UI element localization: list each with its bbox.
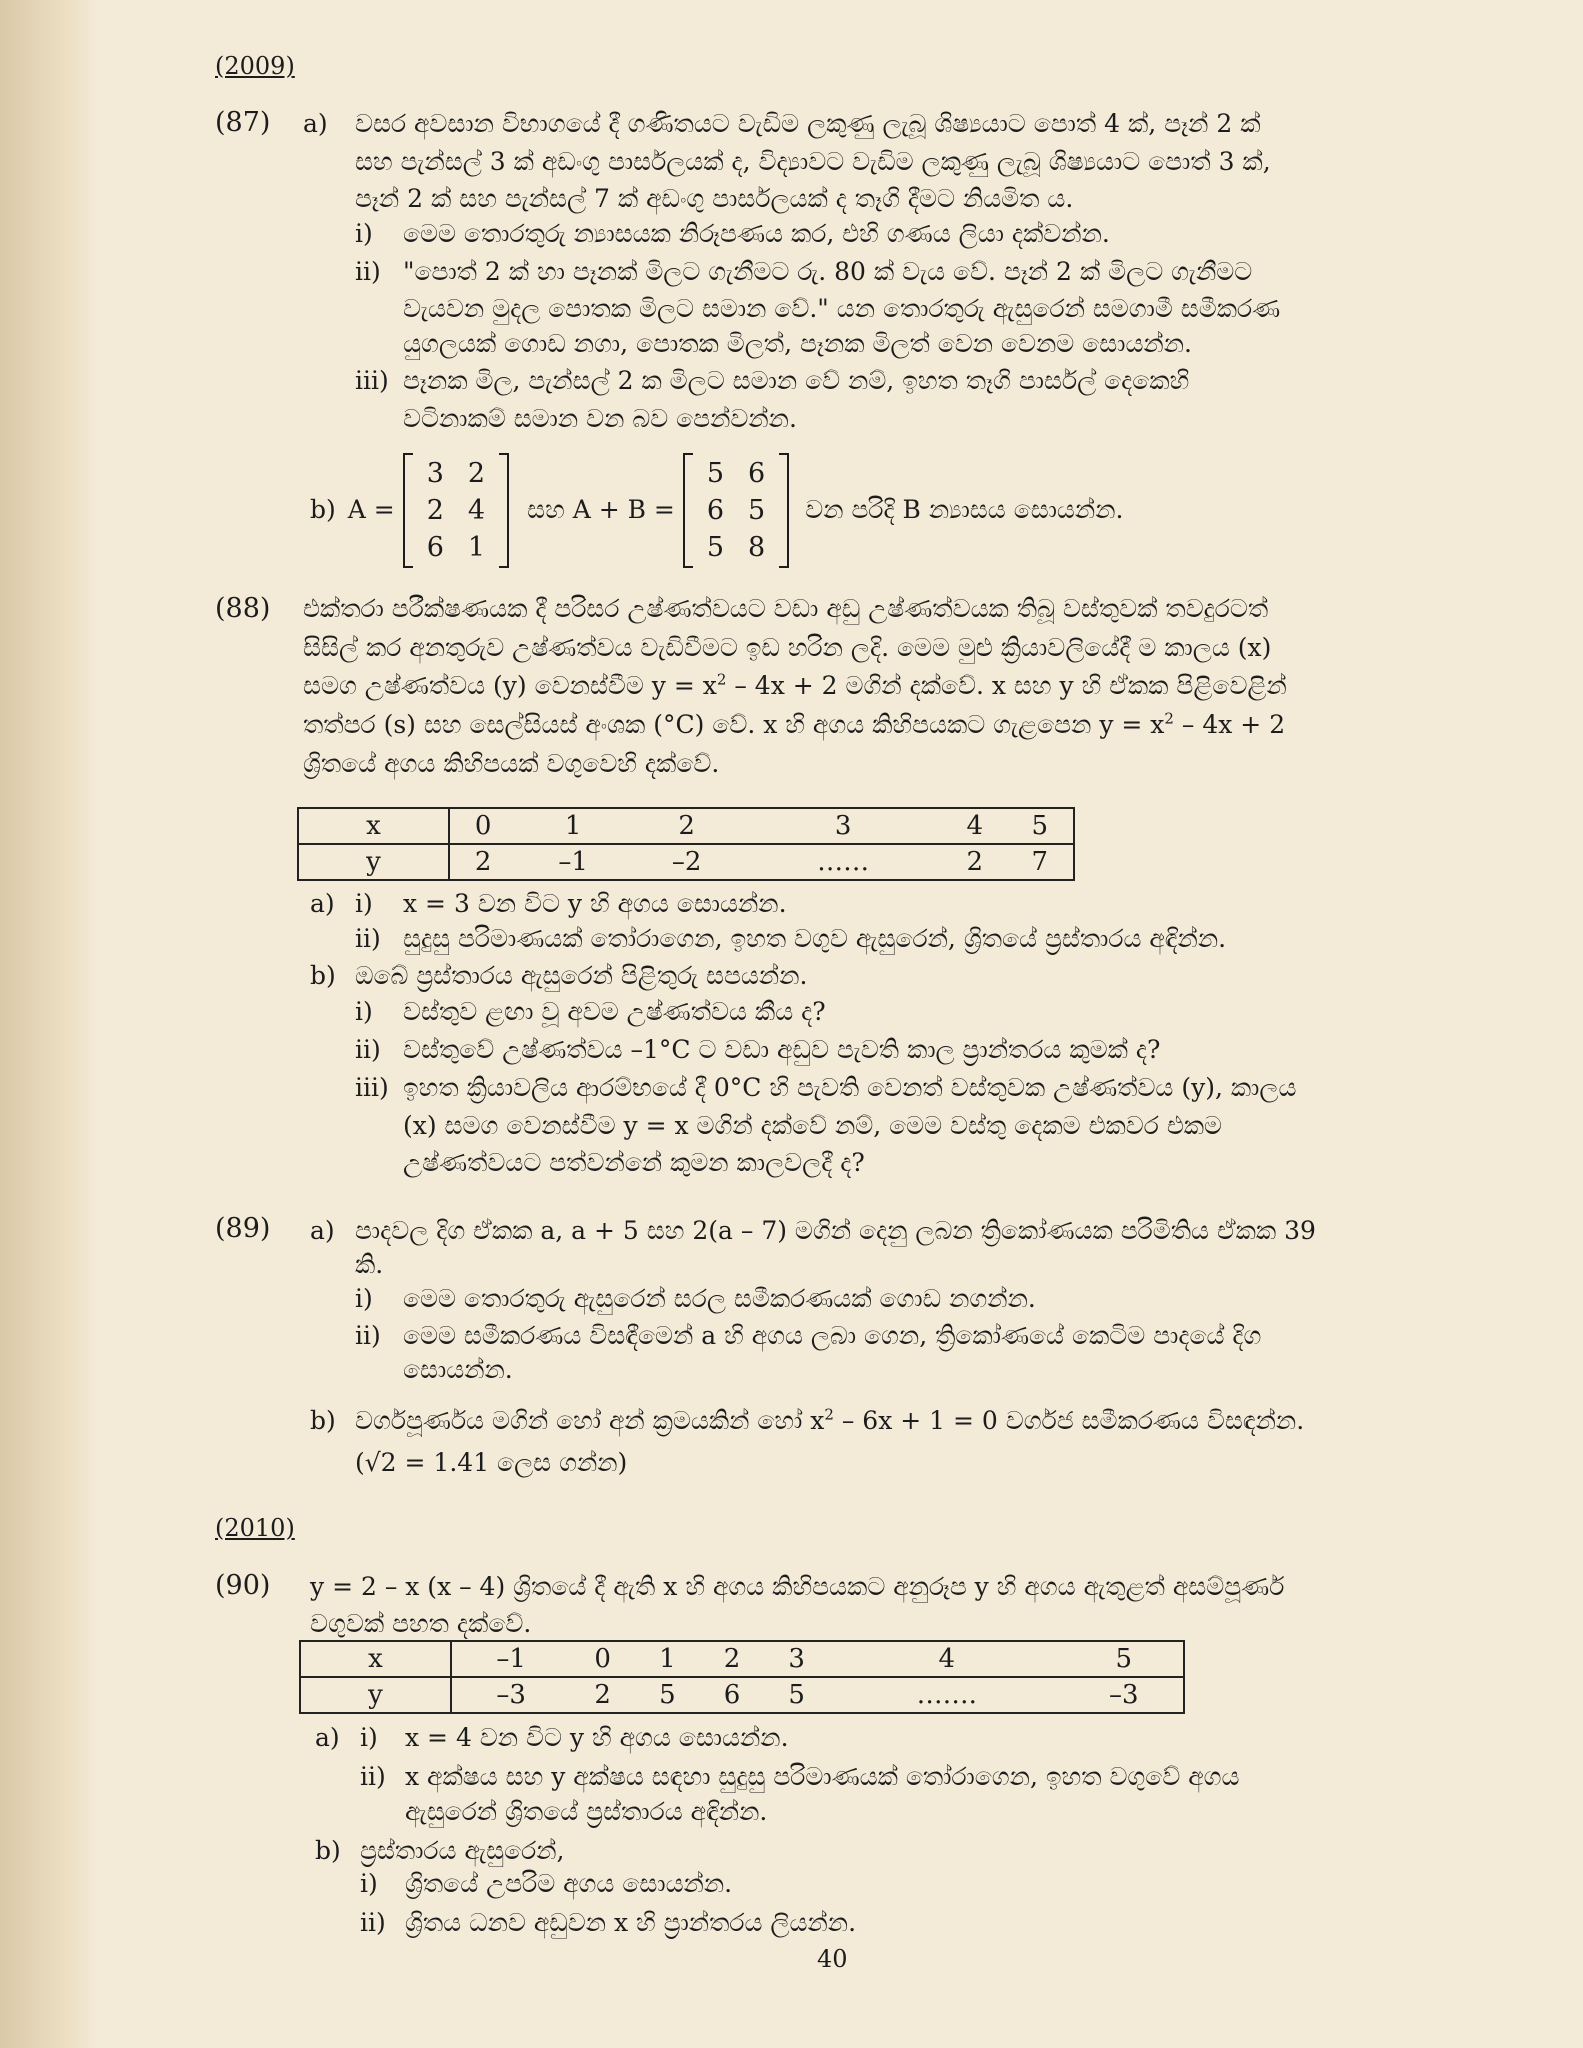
matrix-cell: 8 xyxy=(748,531,766,563)
table-cell: –1 xyxy=(451,1641,570,1677)
table-cell: –3 xyxy=(1065,1677,1184,1713)
text-line: ප්‍රස්තාරය ඇසුරෙන්, xyxy=(360,1836,565,1865)
text-line: x = 3 වන විට y හි අගය සොයන්න. xyxy=(403,889,787,918)
text-line: සහ පැන්සල් 3 ක් අඩංගු පාර්සලයක් ද, විද්‍යාවට වැඩිම ලකුණු ලැබූ ශිෂ්‍යයාට පොත් 3 ක්, xyxy=(355,147,1271,176)
subpart-label: i) xyxy=(355,219,373,248)
matrix-cell: 6 xyxy=(748,457,766,489)
subpart-label: i) xyxy=(360,1869,378,1898)
subpart-label: ii) xyxy=(360,1762,386,1791)
table-cell: 2 xyxy=(943,844,1007,880)
text-line: වගුවක් පහත දක්වේ. xyxy=(310,1609,532,1638)
subpart-label: ii) xyxy=(355,924,381,953)
text-line: තත්පර (s) සහ සෙල්සියස් අංශක (°C) වේ. x හි අගය කිහිපයකට ගැළපෙන $y = x^2 - 4x + 2$ xyxy=(303,709,1286,739)
value-table xyxy=(297,807,1075,881)
matrix-cell: 2 xyxy=(426,494,444,526)
table-header-y: y xyxy=(300,1677,451,1713)
text-line: ශ්‍රිතය ධනව අඩුවන x හි ප්‍රාන්තරය ලියන්න. xyxy=(405,1908,857,1937)
matrix-cell: 6 xyxy=(426,531,444,563)
text-line: සිසිල් කර අනතුරුව උෂ්ණත්වය වැඩිවීමට ඉඩ හරින ලදි. මෙම මුළු ක්‍රියාවලියේදී ම කාලය (x) xyxy=(303,633,1272,662)
text-line: "පොත් 2 ක් හා පෑනක් මිලට ගැනීමට රු. 80 ක් වැය වේ. පෑන් 2 ක් මිලට ගැනීමට xyxy=(403,257,1253,286)
table-cell: 1 xyxy=(635,1641,700,1677)
table-cell: ……. xyxy=(829,1677,1065,1713)
text-line: ශ්‍රිතයේ උපරිම අගය සොයන්න. xyxy=(405,1869,733,1898)
subpart-label: i) xyxy=(360,1723,378,1752)
text-line: (x) සමග වෙනස්වීම y = x මගින් දක්වේ නම්, මෙම වස්තු දෙකම එකවර එකම xyxy=(403,1111,1223,1140)
table-cell: 3 xyxy=(743,808,943,844)
table-cell: –2 xyxy=(630,844,743,880)
subpart-label: i) xyxy=(355,889,373,918)
matrix-cell: 4 xyxy=(467,494,486,526)
subpart-label: ii) xyxy=(355,257,381,286)
text-line: ශ්‍රිතයේ අගය කිහිපයක් වගුවෙහි දක්වේ. xyxy=(303,749,720,778)
part-label: b) xyxy=(310,1406,336,1435)
matrix-cell: 5 xyxy=(706,457,725,489)
question-number: (89) xyxy=(215,1213,271,1244)
year-heading-2010: (2010) xyxy=(215,1514,295,1542)
text-line: යුගලයක් ගොඩ නගා, පොතක මිලත්, පෑනක මිලත් වෙන වෙනම සොයන්න. xyxy=(403,329,1192,358)
value-table xyxy=(299,1640,1185,1714)
matrix-a-label: A = xyxy=(347,495,395,524)
part-label: a) xyxy=(315,1723,340,1752)
part-label: a) xyxy=(303,109,328,138)
table-cell: –1 xyxy=(516,844,629,880)
subpart-label: ii) xyxy=(360,1908,386,1937)
table-header-x: x xyxy=(298,808,449,844)
part-label: b) xyxy=(310,961,336,990)
table-cell: 3 xyxy=(764,1641,829,1677)
matrix-cell: 6 xyxy=(706,494,725,526)
question-number: (88) xyxy=(215,593,271,624)
text-line: වර්ගපූර්ණය මගින් හෝ අන් ක්‍රමයකින් හෝ $x^2 - 6x + 1 = 0$ වර්ගජ සමීකරණය විසඳන්න. xyxy=(355,1405,1305,1435)
text-line: ඉහත ක්‍රියාවලිය ආරම්භයේ දී 0°C හි පැවති වෙනත් වස්තුවක උෂ්ණත්වය (y), කාලය xyxy=(403,1073,1297,1102)
part-b-matrix-equation xyxy=(310,458,1123,562)
text-line: කි. xyxy=(355,1250,384,1279)
text-line: y = 2 – x (x – 4) ශ්‍රිතයේ දී ඇති x හි අගය කිහිපයකට අනුරූප y හි අගය ඇතුළත් අසම්පූර්ණ xyxy=(310,1572,1285,1601)
text-line: එක්තරා පරීක්ෂණයක දී පරිසර උෂ්ණත්වයට වඩා අඩු උෂ්ණත්වයක තිබූ වස්තුවක් තවදුරටත් xyxy=(303,594,1269,623)
table-cell: 2 xyxy=(449,844,516,880)
subpart-label: i) xyxy=(355,997,373,1026)
table-header-y: y xyxy=(298,844,449,880)
text-line: x = 4 වන විට y හි අගය සොයන්න. xyxy=(405,1723,789,1752)
matrix-sum-label: සහ A + B = xyxy=(527,495,675,524)
table-cell: 2 xyxy=(700,1641,765,1677)
hint-text: (√2 = 1.41 ලෙස ගන්න) xyxy=(355,1448,628,1477)
table-cell: 1 xyxy=(516,808,629,844)
text-line: පෑන් 2 ක් සහ පැන්සල් 7 ක් අඩංගු පාර්සලයක් ද තෑගි දීමට නියමිත ය. xyxy=(355,184,1074,213)
text-line: වස්තුවේ උෂ්ණත්වය –1°C ට වඩා අඩුව පැවති කාල ප්‍රාන්තරය කුමක් ද? xyxy=(403,1035,1161,1064)
text-line: වස්තුව ළඟා වූ අවම උෂ්ණත්වය කීය ද? xyxy=(403,997,826,1026)
year-heading-2009: (2009) xyxy=(215,52,295,80)
table-cell: 0 xyxy=(570,1641,635,1677)
part-label: a) xyxy=(310,1216,335,1245)
subpart-label: ii) xyxy=(355,1321,381,1350)
text-line: වැයවන මුදල පොතක මිලට සමාන වේ." යන තොරතුරු ඇසුරෙන් සමගාමී සමීකරණ xyxy=(403,294,1281,323)
table-cell: 5 xyxy=(1007,808,1074,844)
table-cell: 4 xyxy=(829,1641,1065,1677)
matrix-cell: 5 xyxy=(706,531,725,563)
text-line: පෑනක මිල, පැන්සල් 2 ක මිලට සමාන වේ නම්, ඉහත තෑගි පාර්සල් දෙකෙහි xyxy=(403,366,1190,395)
subpart-label: ii) xyxy=(355,1035,381,1064)
subpart-label: i) xyxy=(355,1284,373,1313)
table-cell: –3 xyxy=(451,1677,570,1713)
table-cell: 5 xyxy=(1065,1641,1184,1677)
text-line: x අක්ෂය සහ y අක්ෂය සඳහා සුදුසු පරිමාණයක් තෝරාගෙන, ඉහත වගුවේ අගය xyxy=(405,1762,1240,1791)
text-line: මෙම තොරතුරු න්‍යාසයක නිරූපණය කර, එහි ගණය ලියා දක්වන්න. xyxy=(403,219,1110,248)
matrix-cell: 3 xyxy=(426,457,444,489)
text-line: වටිනාකම් සමාන වන බව පෙන්වන්න. xyxy=(403,404,797,433)
text-line: ඔබේ ප්‍රස්තාරය ඇසුරෙන් පිළිතුරු සපයන්න. xyxy=(355,961,808,990)
text-line: සුදුසු පරිමාණයක් තෝරාගෙන, ඉහත වගුව ඇසුරෙන්, ශ්‍රිතයේ ප්‍රස්තාරය අඳින්න. xyxy=(403,924,1227,953)
text-line: සොයන්න. xyxy=(403,1355,513,1384)
matrix-a xyxy=(403,453,509,568)
table-header-x: x xyxy=(300,1641,451,1677)
text-line: ඇසුරෙන් ශ්‍රිතයේ ප්‍රස්තාරය අඳින්න. xyxy=(405,1797,768,1826)
part-label: b) xyxy=(315,1836,341,1865)
matrix-cell: 5 xyxy=(748,494,766,526)
text-line: උෂ්ණත්වයට පත්වන්නේ කුමන කාලවලදී ද? xyxy=(403,1148,865,1177)
table-cell: 4 xyxy=(943,808,1007,844)
matrix-a-plus-b xyxy=(683,453,789,568)
table-cell: 5 xyxy=(764,1677,829,1713)
table-cell: 2 xyxy=(630,808,743,844)
question-number: (87) xyxy=(215,107,271,138)
part-label: a) xyxy=(310,889,335,918)
table-cell: 7 xyxy=(1007,844,1074,880)
text-line: මෙම තොරතුරු ඇසුරෙන් සරල සමීකරණයක් ගොඩ නගන්න. xyxy=(403,1284,1036,1313)
text-line: වන පරිදි B න්‍යාසය සොයන්න. xyxy=(805,495,1124,524)
table-cell: 0 xyxy=(449,808,516,844)
matrix-cell: 2 xyxy=(467,457,486,489)
subpart-label: iii) xyxy=(355,366,389,395)
table-cell: 6 xyxy=(700,1677,765,1713)
text-line: සමග උෂ්ණත්වය (y) වෙනස්වීම $y = x^2 - 4x + 2$ මගින් දක්වේ. x සහ y හි ඒකක පිළිවෙළින් xyxy=(303,670,1287,700)
matrix-cell: 1 xyxy=(467,531,486,563)
text-line: වසර අවසාන විභාගයේ දී ගණිතයට වැඩිම ලකුණු ලැබූ ශිෂ්‍යයාට පොත් 4 ක්, පෑන් 2 ක් xyxy=(355,109,1261,138)
page-number: 40 xyxy=(817,1945,848,1973)
question-number: (90) xyxy=(215,1570,271,1601)
part-label: b) xyxy=(310,495,336,524)
text-line: මෙම සමීකරණය විසඳීමෙන් a හි අගය ලබා ගෙන, ත්‍රිකෝණයේ කෙටිම පාදයේ දිග xyxy=(403,1321,1262,1350)
table-cell: 2 xyxy=(570,1677,635,1713)
subpart-label: iii) xyxy=(355,1073,389,1102)
text-line: පාදවල දිග ඒකක a, a + 5 සහ 2(a – 7) මගින් දෙනු ලබන ත්‍රිකෝණයක පරිමිතිය ඒකක 39 xyxy=(355,1216,1316,1245)
table-cell: …… xyxy=(743,844,943,880)
table-cell: 5 xyxy=(635,1677,700,1713)
